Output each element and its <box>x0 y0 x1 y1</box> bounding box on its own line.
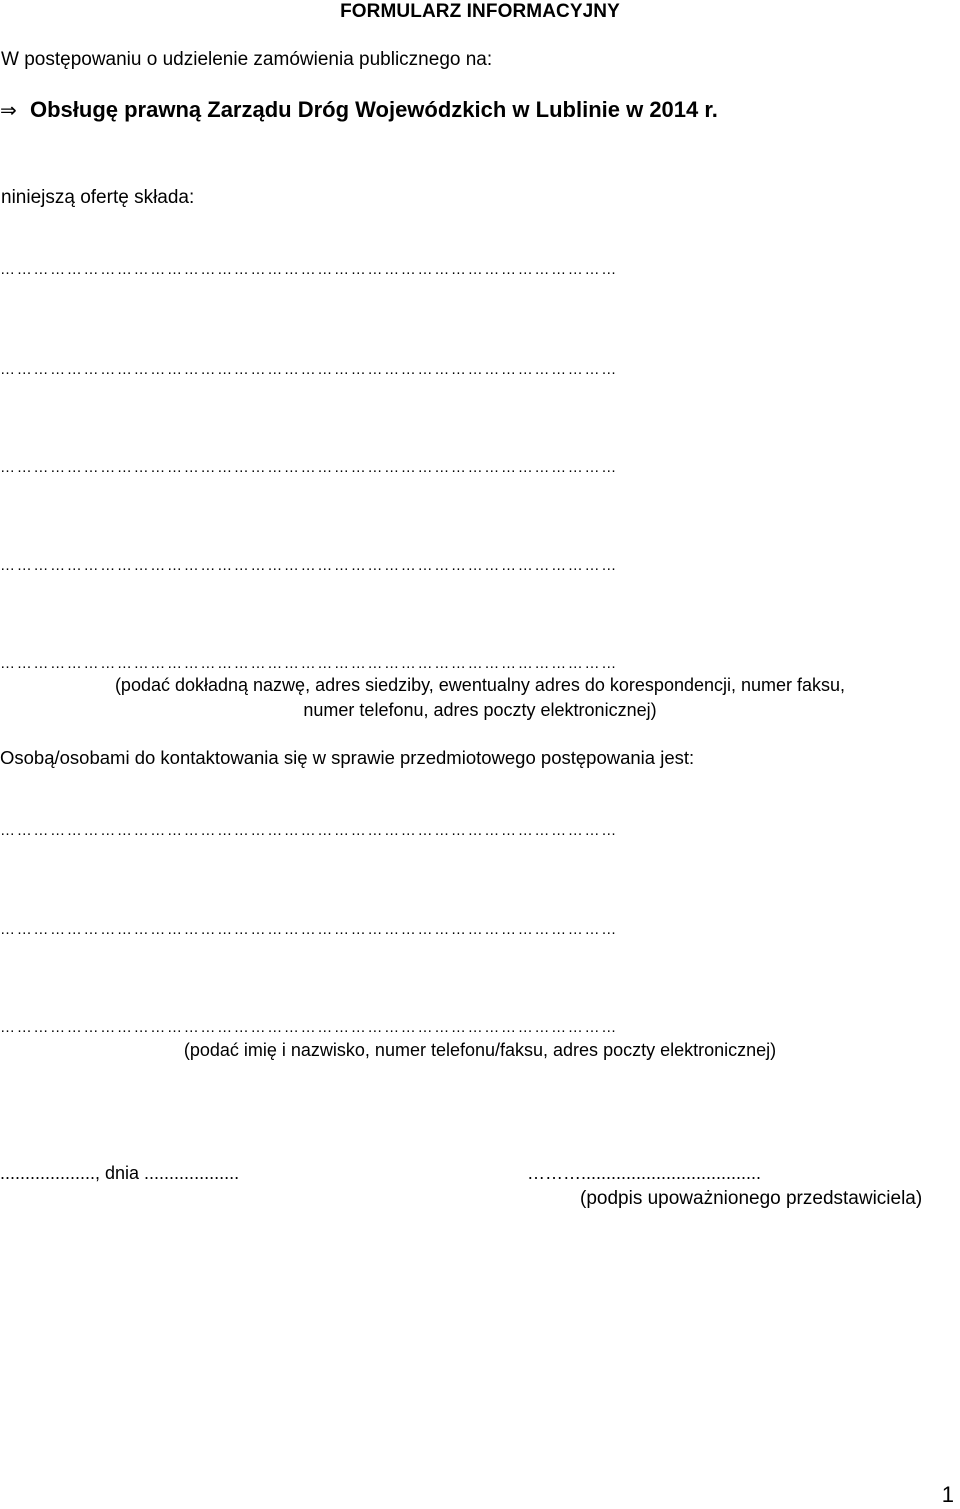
contact-dotted-line-1: ………………………………………………………………………………………………… <box>0 823 618 838</box>
bidder-dotted-line-1: ………………………………………………………………………………………………… <box>0 262 618 277</box>
bidder-note-line-1: (podać dokładną nazwę, adres siedziby, ewentualny adres do korespondencji, numer faksu, <box>114 675 846 695</box>
double-arrow-icon: ⇒ <box>0 98 17 122</box>
contact-dotted-line-3: ………………………………………………………………………………………………… <box>0 1020 618 1035</box>
intro-text: W postępowaniu o udzielenie zamówienia publicznego na: <box>1 49 493 70</box>
contact-note: (podać imię i nazwisko, numer telefonu/faksu, adres poczty elektronicznej) <box>183 1040 777 1060</box>
contact-label: Osobą/osobami do kontaktowania się w sprawie przedmiotowego postępowania jest: <box>0 747 695 768</box>
signature-label: (podpis upoważnionego przedstawiciela) <box>580 1188 923 1209</box>
bidder-dotted-line-2: ………………………………………………………………………………………………… <box>0 362 618 377</box>
page-number: 1 <box>941 1482 954 1507</box>
procurement-subject-text: Obsługę prawną Zarządu Dróg Wojewódzkich w Lublinie w 2014 r. <box>30 97 718 122</box>
bidder-note-line-2: numer telefonu, adres poczty elektronicznej) <box>303 700 657 720</box>
signature-dotted-line: ……….................................... <box>527 1163 762 1183</box>
place-date-field: ..................., dnia ................... <box>0 1163 240 1183</box>
bidder-dotted-line-5: ………………………………………………………………………………………………… <box>0 656 618 671</box>
offer-label: niniejszą ofertę składa: <box>1 187 195 208</box>
bidder-dotted-line-4: ………………………………………………………………………………………………… <box>0 558 618 573</box>
bidder-dotted-line-3: ………………………………………………………………………………………………… <box>0 460 618 475</box>
procurement-subject <box>0 99 718 121</box>
form-title: FORMULARZ INFORMACYJNY <box>340 1 620 22</box>
contact-dotted-line-2: ………………………………………………………………………………………………… <box>0 922 618 937</box>
